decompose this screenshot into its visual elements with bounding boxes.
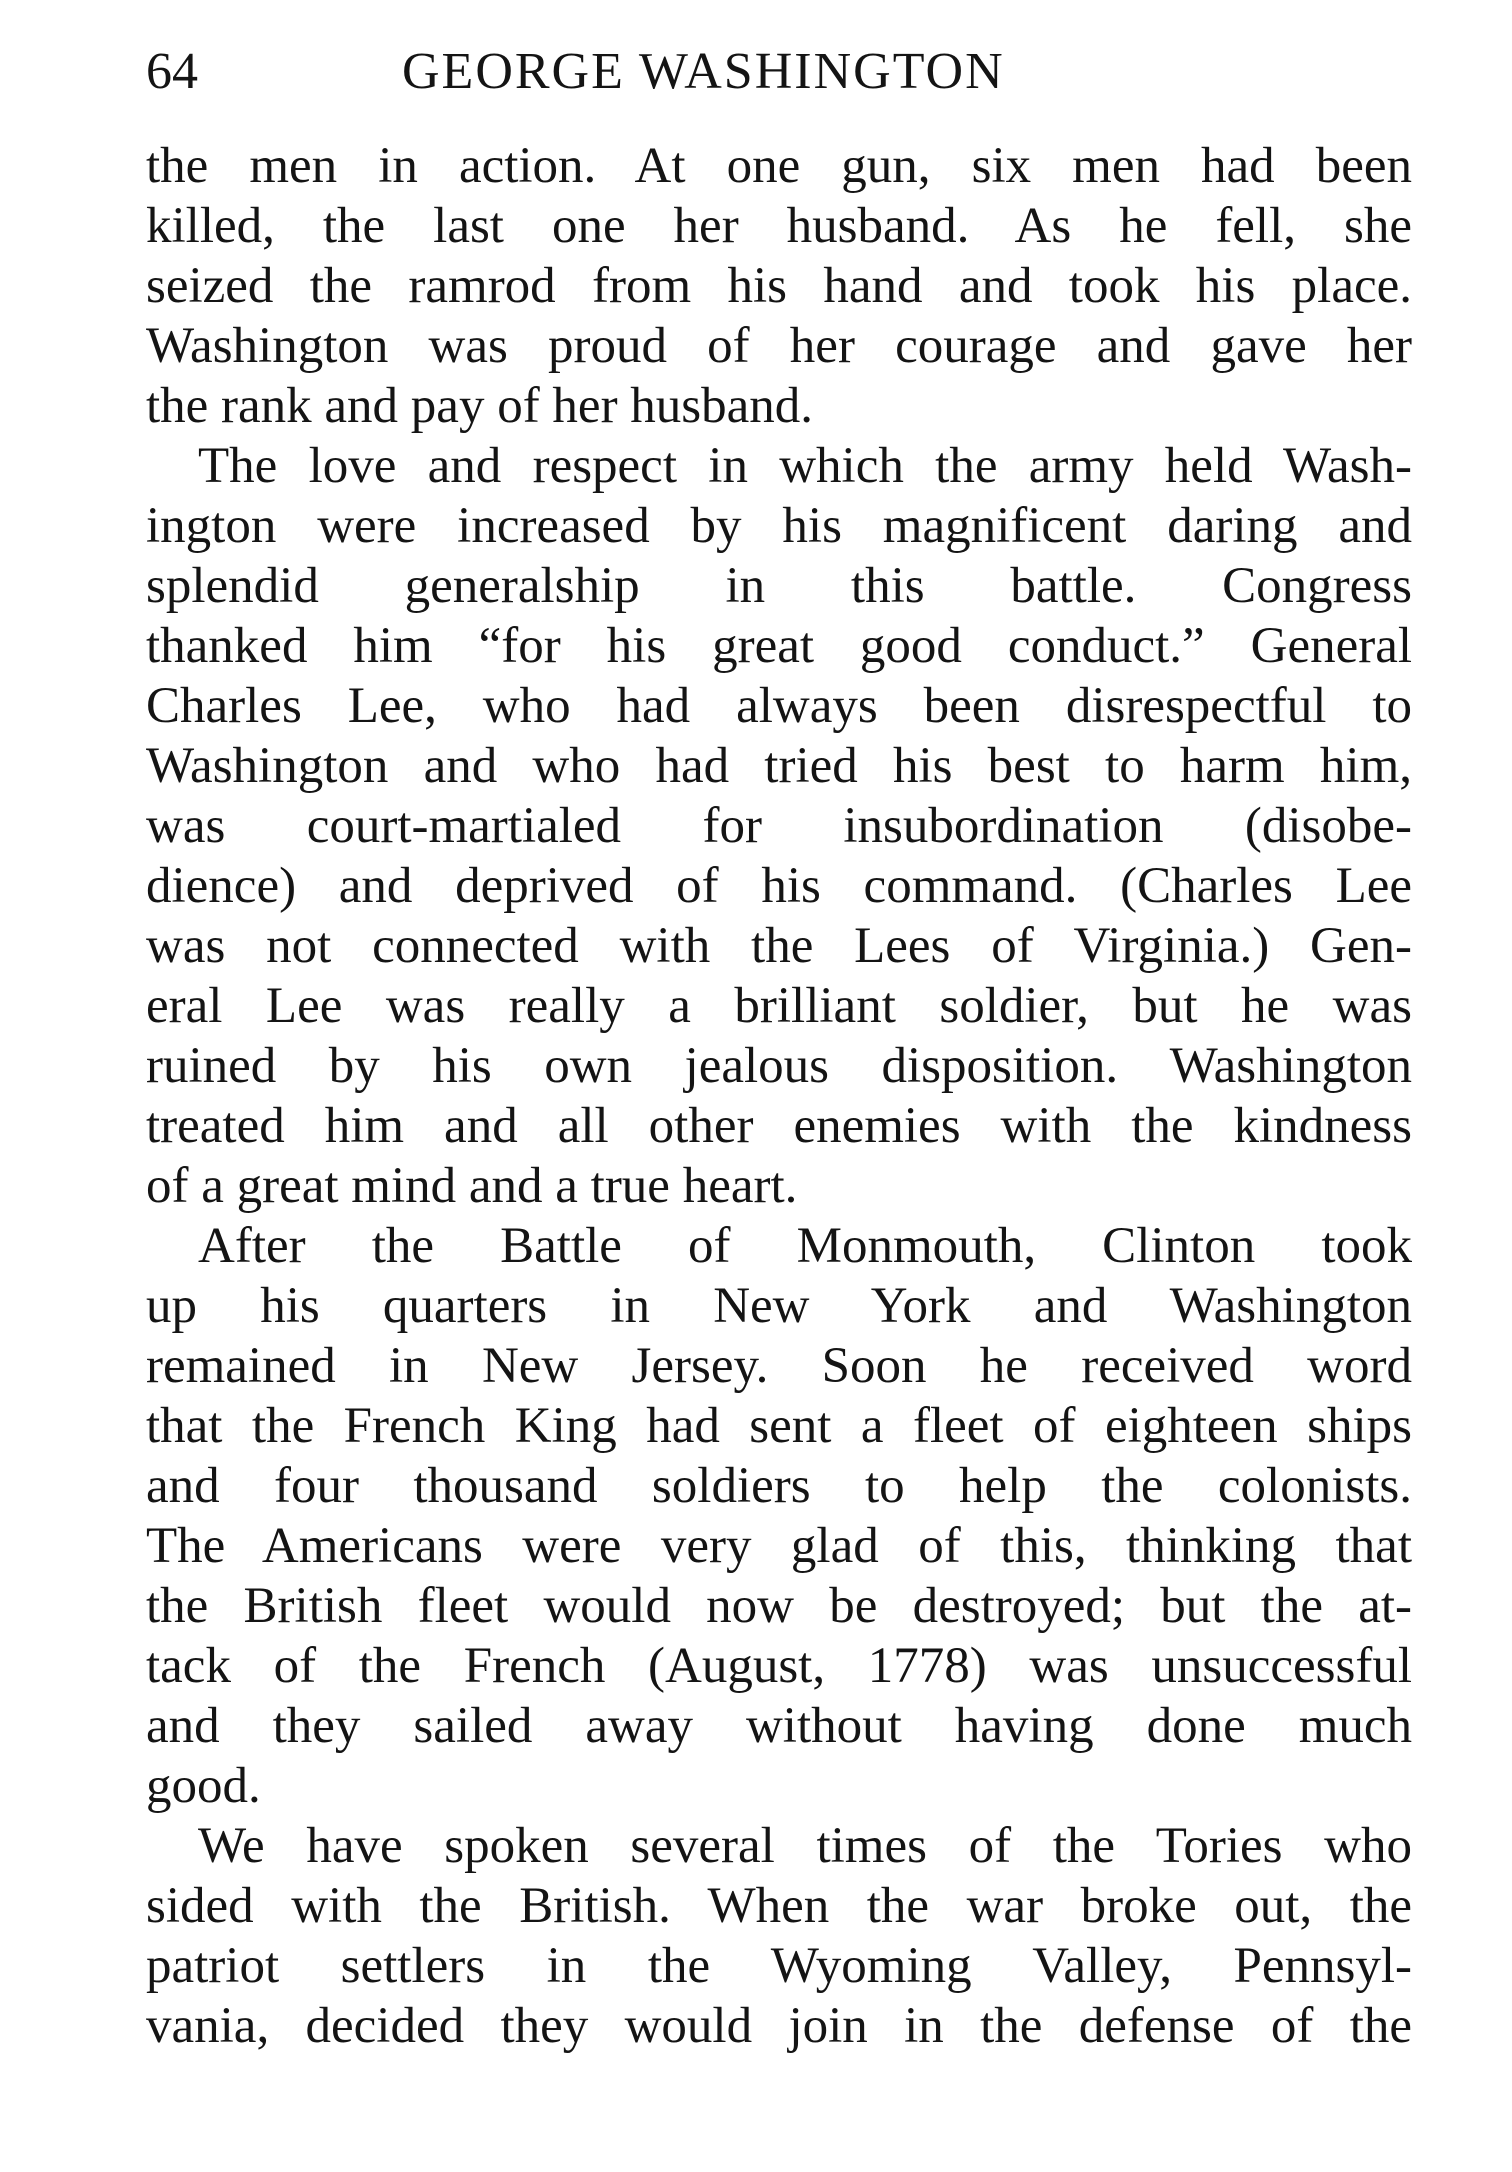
- text-line: of a great mind and a true heart.: [146, 1158, 798, 1214]
- text-line: Washington was proud of her courage and gave her: [146, 318, 1412, 374]
- text-line: patriot settlers in the Wyoming Valley, Pennsyl-: [146, 1938, 1412, 1994]
- book-page: [146, 30, 1412, 2056]
- text-line: was court-martialed for insubordination (disobe-: [146, 798, 1412, 854]
- text-line: splendid generalship in this battle. Congress: [146, 558, 1412, 614]
- text-line: The love and respect in which the army held Wash-: [198, 438, 1412, 494]
- text-line: good.: [146, 1758, 261, 1814]
- book-title: GEORGE WASHINGTON: [402, 43, 1005, 100]
- text-line: tack of the French (August, 1778) was unsuccessful: [146, 1638, 1412, 1694]
- paragraph-1: [146, 136, 1412, 436]
- text-line: ington were increased by his magnificent daring and: [146, 498, 1412, 554]
- text-line: the rank and pay of her husband.: [146, 378, 814, 434]
- text-line: After the Battle of Monmouth, Clinton took: [198, 1218, 1412, 1274]
- text-line: thanked him “for his great good conduct.” General: [146, 618, 1412, 674]
- body-text: [146, 136, 1412, 2056]
- text-line: The Americans were very glad of this, thinking that: [146, 1518, 1412, 1574]
- text-line: treated him and all other enemies with the kindness: [146, 1098, 1412, 1154]
- paragraph-3: [146, 1216, 1412, 1816]
- text-line: dience) and deprived of his command. (Charles Lee: [146, 858, 1412, 914]
- text-line: Washington and who had tried his best to harm him,: [146, 738, 1412, 794]
- paragraph-4: [146, 1816, 1412, 2056]
- text-line: Charles Lee, who had always been disrespectful to: [146, 678, 1412, 734]
- text-line: up his quarters in New York and Washington: [146, 1278, 1412, 1334]
- text-line: that the French King had sent a fleet of eighteen ships: [146, 1398, 1412, 1454]
- text-line: and four thousand soldiers to help the colonists.: [146, 1458, 1412, 1514]
- text-line: remained in New Jersey. Soon he received word: [146, 1338, 1412, 1394]
- text-line: ruined by his own jealous disposition. Washington: [146, 1038, 1412, 1094]
- text-line: eral Lee was really a brilliant soldier, but he was: [146, 978, 1412, 1034]
- paragraph-2: [146, 436, 1412, 1216]
- text-line: the British fleet would now be destroyed; but the at-: [146, 1578, 1412, 1634]
- text-line: killed, the last one her husband. As he fell, she: [146, 198, 1412, 254]
- text-line: and they sailed away without having done much: [146, 1698, 1412, 1754]
- text-line: vania, decided they would join in the defense of the: [146, 1998, 1412, 2054]
- text-line: We have spoken several times of the Tories who: [198, 1818, 1412, 1874]
- text-line: the men in action. At one gun, six men had been: [146, 138, 1412, 194]
- running-head: [146, 30, 1412, 114]
- text-line: sided with the British. When the war broke out, the: [146, 1878, 1412, 1934]
- text-line: seized the ramrod from his hand and took his place.: [146, 258, 1412, 314]
- text-line: was not connected with the Lees of Virginia.) Gen-: [146, 918, 1412, 974]
- page-number: 64: [146, 43, 198, 100]
